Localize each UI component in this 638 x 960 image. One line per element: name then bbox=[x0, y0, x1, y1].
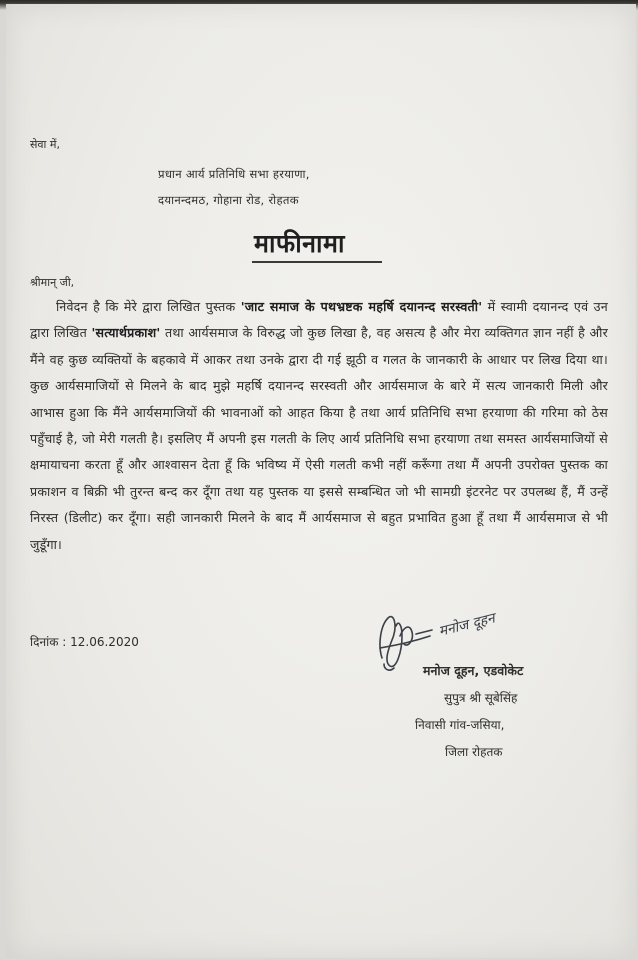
body-part-3: तथा आर्यसमाज के विरुद्ध जो कुछ लिखा है, वह असत्य है और मेरा व्यक्तिगत ज्ञान नहीं है और मैंने वह कुछ व्यक्तियों के बहकावे में आकर तथा उनके द्वारा दी गई झूठी व गलत के जानकारी के आधार पर लिख दिया था। कुछ आर्यसमाजियों से मिलने के बाद मुझे महर्षि दयानन्द सरस्वती और आर्यसमाज के बारे में सत्य जानकारी मिली और आभास हुआ कि मैंने आर्यसमाजियों की भावनाओं को आहत किया है तथा आर्य प्रतिनिधि सभा हरयाणा की गरिमा को ठेस पहुँचाई है, जो मेरी गलती है। इसलिए मैं अपनी इस गलती के लिए आर्य प्रतिनिधि सभा हरयाणा तथा समस्त आर्यसमाजियों से क्षमायाचना करता हूँ और आश्वासन देता हूँ कि भविष्य में ऐसी गलती कभी नहीं करूँगा तथा मैं अपनी उपरोक्त पुस्तक का प्रकाशन व बिक्री भी तुरन्त बन्द कर दूँगा तथा यह पुस्तक या इससे सम्बन्धित जो भी सामग्री इंटरनेट पर उपलब्ध हैं, मैं उन्हें निरस्त (डिलीट) कर दूँगा। सही जानकारी मिलने के बाद मैं आर्यसमाज से बहुत प्रभावित हुआ हूँ तथा मैं आर्यसमाज से भी जुडूँगा। bbox=[30, 325, 608, 552]
body-part-2: में स्वामी दयानन्द एवं उन द्वारा लिखित bbox=[30, 299, 608, 341]
book-title: 'जाट समाज के पथभ्रष्टक महर्षि दयानन्द सरस्वती' bbox=[240, 299, 483, 314]
signatory-name: मनोज दूहन, एडवोकेट bbox=[423, 663, 524, 678]
signatory-district: जिला रोहतक bbox=[445, 745, 503, 759]
body-part-1: निवेदन है कि मेरे द्वारा लिखित पुस्तक bbox=[56, 299, 241, 314]
date-line: दिनांक : 12.06.2020 bbox=[30, 635, 139, 649]
signature-text: मनोज दूहन bbox=[437, 610, 497, 640]
title-underline bbox=[252, 261, 382, 263]
greeting: श्रीमान् जी, bbox=[30, 276, 75, 289]
recipient-address-line-1: प्रधान आर्य प्रतिनिधि सभा हरयाणा, bbox=[158, 167, 310, 181]
granth-title: 'सत्यार्थप्रकाश' bbox=[91, 325, 161, 341]
letter-body bbox=[30, 294, 608, 558]
letter-title: माफीनामा bbox=[254, 229, 345, 258]
recipient-address-line-2: दयानन्दमठ, गोहाना रोड, रोहतक bbox=[158, 193, 299, 207]
signatory-relation: सुपुत्र श्री सूबेसिंह bbox=[444, 691, 518, 705]
to-label: सेवा में, bbox=[30, 138, 60, 151]
signatory-village: निवासी गांव-जसिया, bbox=[415, 718, 505, 732]
